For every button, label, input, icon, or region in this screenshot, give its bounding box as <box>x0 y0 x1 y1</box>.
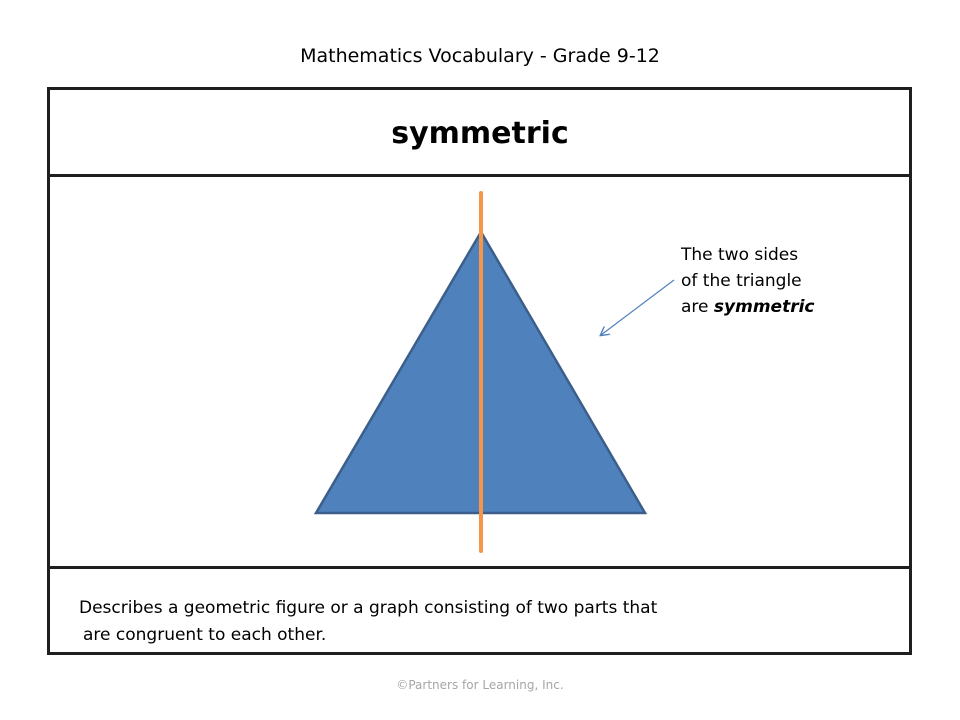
definition-line-1: Describes a geometric figure or a graph consisting of two parts that <box>79 598 658 618</box>
term-definition <box>79 595 799 649</box>
annotation-emphasis: symmetric <box>713 297 815 317</box>
definition-line-2: are congruent to each other. <box>83 625 327 645</box>
annotation-line-2: of the triangle <box>681 271 802 291</box>
annotation-line-3 <box>681 294 814 320</box>
annotation-line-3-prefix: are <box>681 297 714 317</box>
vocabulary-term: symmetric <box>391 116 569 151</box>
annotation-arrow <box>601 280 674 335</box>
slide-title: Mathematics Vocabulary - Grade 9-12 <box>300 45 660 67</box>
copyright-footer: ©Partners for Learning, Inc. <box>396 678 564 692</box>
symmetry-annotation <box>681 242 814 320</box>
annotation-line-1: The two sides <box>681 245 799 265</box>
